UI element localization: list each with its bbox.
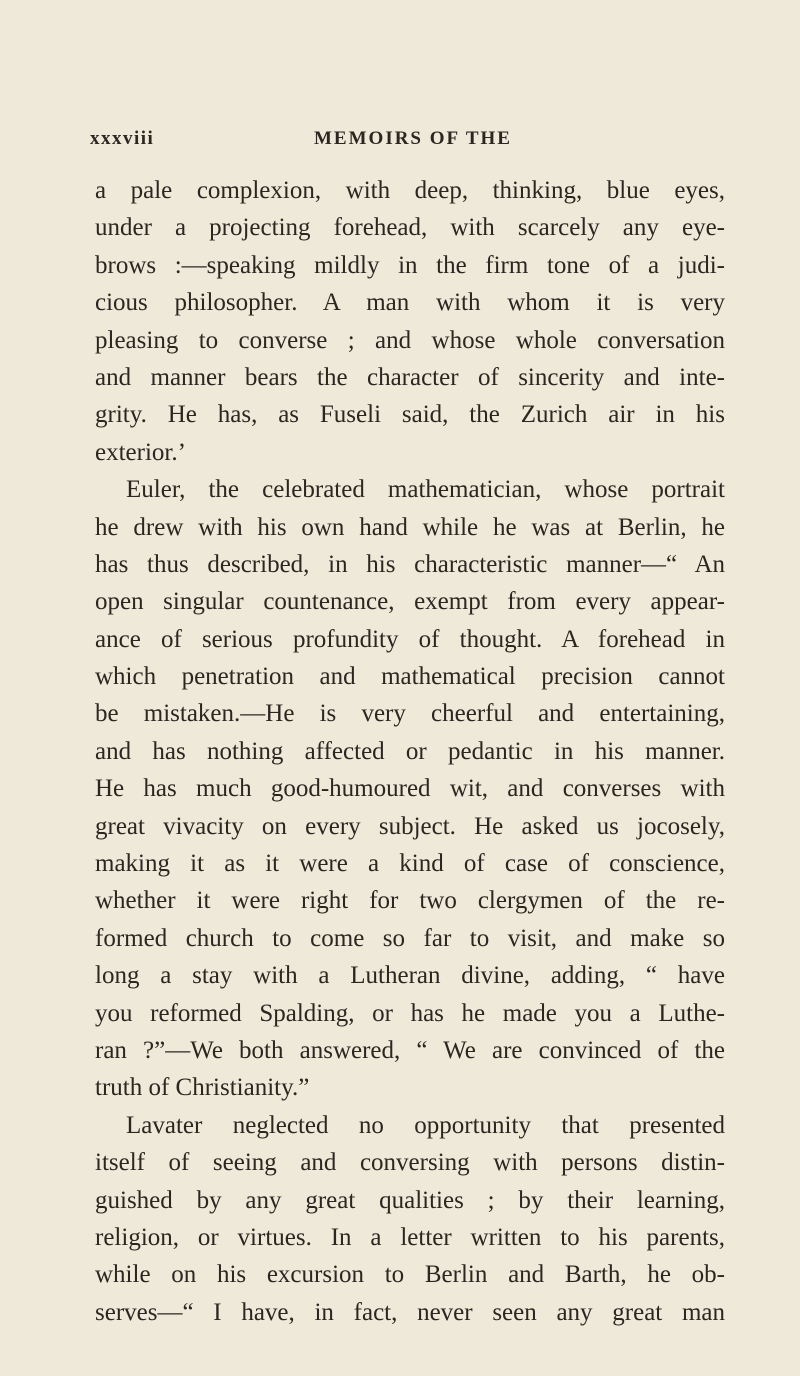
text-line: He has much good-humoured wit, and converses with (95, 775, 725, 803)
text-line: Lavater neglected no opportunity that presented (126, 1111, 725, 1139)
text-line: formed church to come so far to visit, and make so (95, 924, 725, 952)
text-line: open singular countenance, exempt from every appear- (95, 588, 725, 616)
text-line: pleasing to converse ; and whose whole conversation (95, 326, 725, 354)
text-line: grity. He has, as Fuseli said, the Zurich air in his (95, 401, 725, 429)
text-line: religion, or virtues. In a letter written to his parents, (95, 1223, 725, 1251)
running-head: MEMOIRS OF THE (314, 128, 512, 149)
text-line: making it as it were a kind of case of conscience, (95, 850, 725, 878)
page-number: xxxviii (90, 128, 155, 149)
text-line: itself of seeing and conversing with persons distin- (95, 1149, 725, 1177)
text-line: brows :—speaking mildly in the firm tone of a judi- (95, 251, 725, 279)
text-line: be mistaken.—He is very cheerful and entertaining, (95, 700, 725, 728)
text-line: exterior.’ (95, 438, 186, 466)
text-line: which penetration and mathematical precision cannot (95, 663, 725, 691)
text-line: and has nothing affected or pedantic in his manner. (95, 737, 725, 765)
text-line: you reformed Spalding, or has he made you a Luthe- (95, 999, 725, 1027)
text-line: and manner bears the character of sincerity and inte- (95, 363, 725, 391)
text-line: has thus described, in his characteristic manner—“ An (95, 550, 725, 578)
text-line: he drew with his own hand while he was at Berlin, he (95, 513, 725, 541)
text-line: under a projecting forehead, with scarcely any eye- (95, 214, 725, 242)
text-line: serves—“ I have, in fact, never seen any great man (95, 1298, 725, 1326)
text-line: truth of Christianity.” (95, 1074, 310, 1102)
body-text (95, 172, 725, 1331)
text-line: while on his excursion to Berlin and Barth, he ob- (95, 1261, 725, 1289)
text-line: ran ?”—We both answered, “ We are convinced of the (95, 1036, 725, 1064)
text-line: guished by any great qualities ; by their learning, (95, 1186, 725, 1214)
text-line: cious philosopher. A man with whom it is very (95, 289, 725, 317)
text-line: a pale complexion, with deep, thinking, blue eyes, (95, 177, 725, 204)
text-line: ance of serious profundity of thought. A forehead in (95, 625, 725, 653)
text-line: great vivacity on every subject. He asked us jocosely, (95, 812, 725, 840)
page-header (90, 128, 730, 158)
text-line: Euler, the celebrated mathematician, whose portrait (126, 476, 725, 504)
text-line: whether it were right for two clergymen of the re- (95, 887, 725, 915)
text-line: long a stay with a Lutheran divine, adding, “ have (95, 962, 725, 990)
